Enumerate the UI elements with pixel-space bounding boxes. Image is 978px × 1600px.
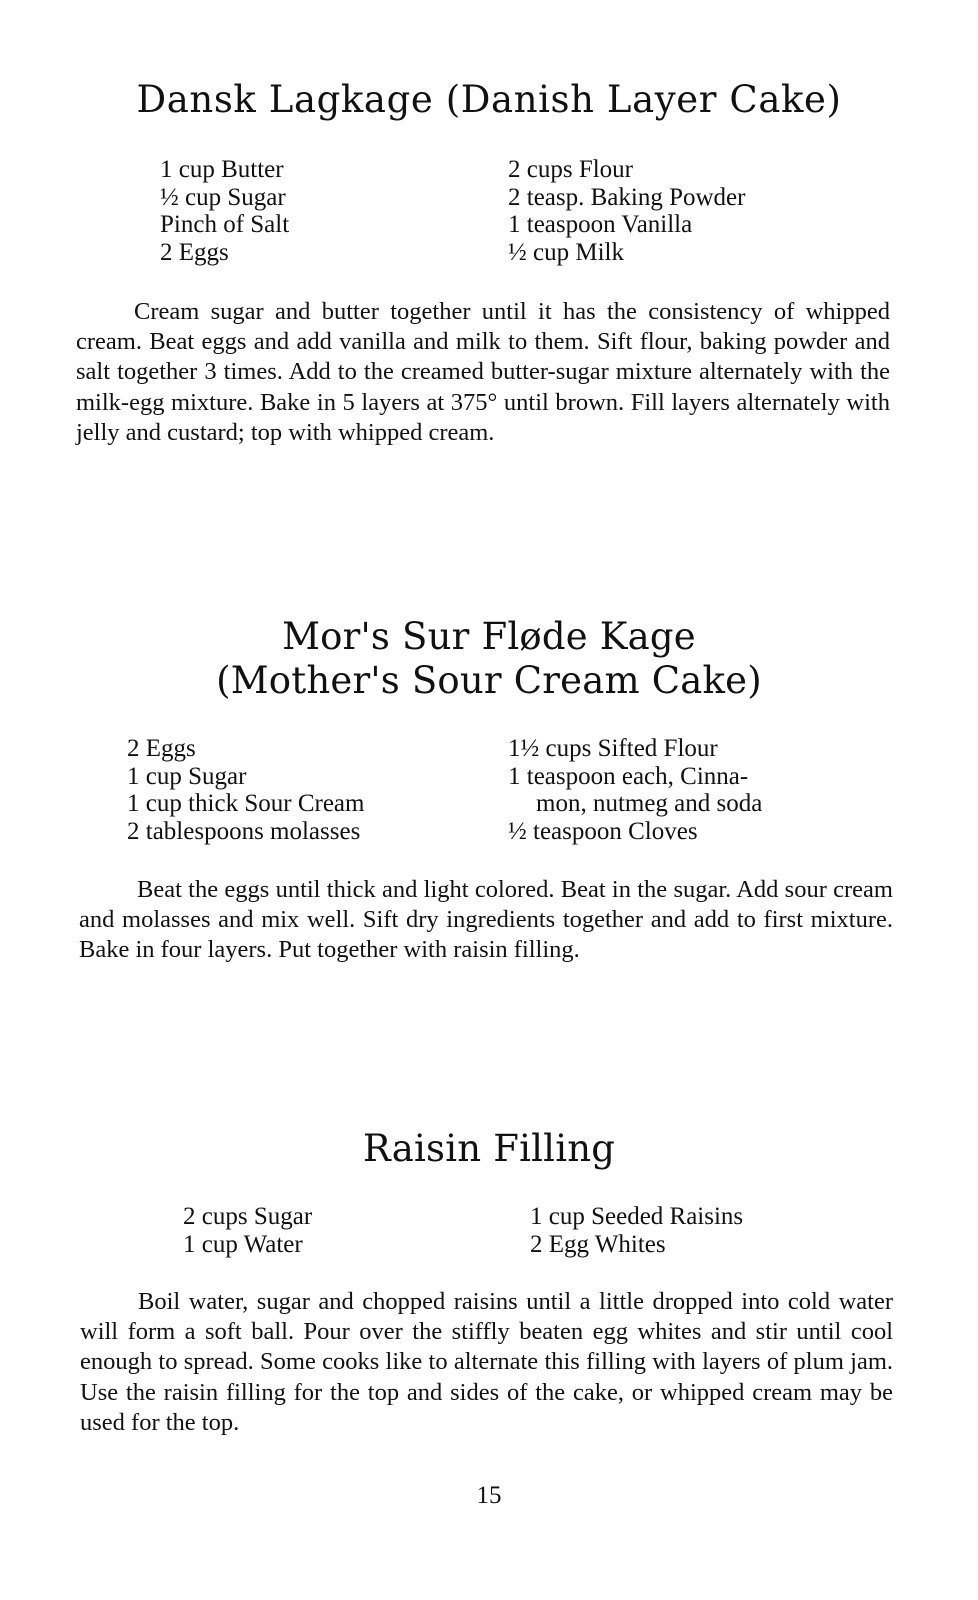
ingredient-item: ½ cup Sugar: [160, 183, 286, 211]
ingredient-item: ½ teaspoon Cloves: [508, 817, 698, 845]
ingredient-item: ½ cup Milk: [508, 238, 624, 266]
ingredient-list: [0, 735, 978, 855]
ingredient-item: 1 cup Sugar: [127, 762, 247, 790]
ingredient-item: 1 teaspoon Vanilla: [508, 211, 693, 238]
recipe-title: [0, 78, 978, 122]
recipe-sour-cream-cake: [0, 615, 978, 964]
recipe-danish-layer-cake: [0, 78, 978, 446]
ingredient-column-right: [508, 735, 762, 845]
instructions-paragraph: Beat the eggs until thick and light colored. Beat in the sugar. Add sour cream and molasses and mix well. Sift dry ingredients together and add to first mixture. Bake in four layers. Put together with raisin filling.: [79, 876, 893, 964]
recipe-subtitle-line: (Mother's Sour Cream Cake): [216, 659, 762, 702]
instructions-paragraph: Boil water, sugar and chopped raisins until a little dropped into cold water will form a soft ball. Pour over the stiffly beaten egg whites and stir until cool enough to spread. Some cooks like to alternate this filling with layers of plum jam. Use the raisin filling for the top and sides of the cake, or whipped cream may be used for the top.: [80, 1288, 893, 1436]
ingredient-item: 2 Eggs: [160, 238, 229, 266]
ingredient-item: Pinch of Salt: [160, 211, 290, 238]
ingredient-item: 1 cup thick Sour Cream: [127, 790, 365, 817]
recipe-title-line: Raisin Filling: [362, 1127, 616, 1170]
recipe-title: [0, 615, 978, 703]
ingredient-item: 2 tablespoons molasses: [127, 817, 361, 845]
recipe-instructions: [80, 1287, 893, 1438]
instructions-paragraph: Cream sugar and butter together until it has the consistency of whipped cream. Beat eggs and add vanilla and milk to them. Sift flour, baking powder and salt together 3 times. Add to the creamed butter-sugar mixture alternately with the milk-egg mixture. Bake in 5 layers at 375° until brown. Fill layers alternately with jelly and custard; top with whipped cream.: [76, 298, 890, 446]
recipe-instructions: [79, 875, 893, 966]
ingredient-column-left: [183, 1203, 312, 1258]
page-number: 15: [476, 1482, 502, 1509]
ingredient-column-right: [508, 156, 745, 266]
recipe-title: [0, 1127, 978, 1171]
ingredient-item: 1 cup Seeded Raisins: [530, 1203, 744, 1230]
ingredient-item: 2 cups Flour: [508, 156, 633, 183]
ingredient-item: 2 cups Sugar: [183, 1203, 313, 1230]
recipe-instructions: [76, 297, 890, 448]
ingredient-item: 2 teasp. Baking Powder: [508, 183, 746, 211]
ingredient-item-continued: mon, nutmeg and soda: [536, 790, 763, 817]
recipe-title-line: Mor's Sur Fløde Kage: [282, 615, 696, 658]
ingredient-item: 2 Eggs: [127, 735, 196, 762]
ingredient-item: 1 cup Water: [183, 1230, 303, 1258]
ingredient-list: [0, 156, 978, 276]
ingredient-item: 1½ cups Sifted Flour: [508, 735, 718, 762]
ingredient-item: 2 Egg Whites: [530, 1230, 666, 1258]
recipe-raisin-filling: [0, 1127, 978, 1436]
ingredient-column-left: [127, 735, 364, 845]
ingredient-item: 1 teaspoon each, Cinna-: [508, 762, 749, 790]
ingredient-column-right: [530, 1203, 743, 1258]
ingredient-item: 1 cup Butter: [160, 156, 284, 183]
ingredient-column-left: [160, 156, 289, 266]
recipe-title-line: Dansk Lagkage (Danish Layer Cake): [136, 78, 842, 121]
